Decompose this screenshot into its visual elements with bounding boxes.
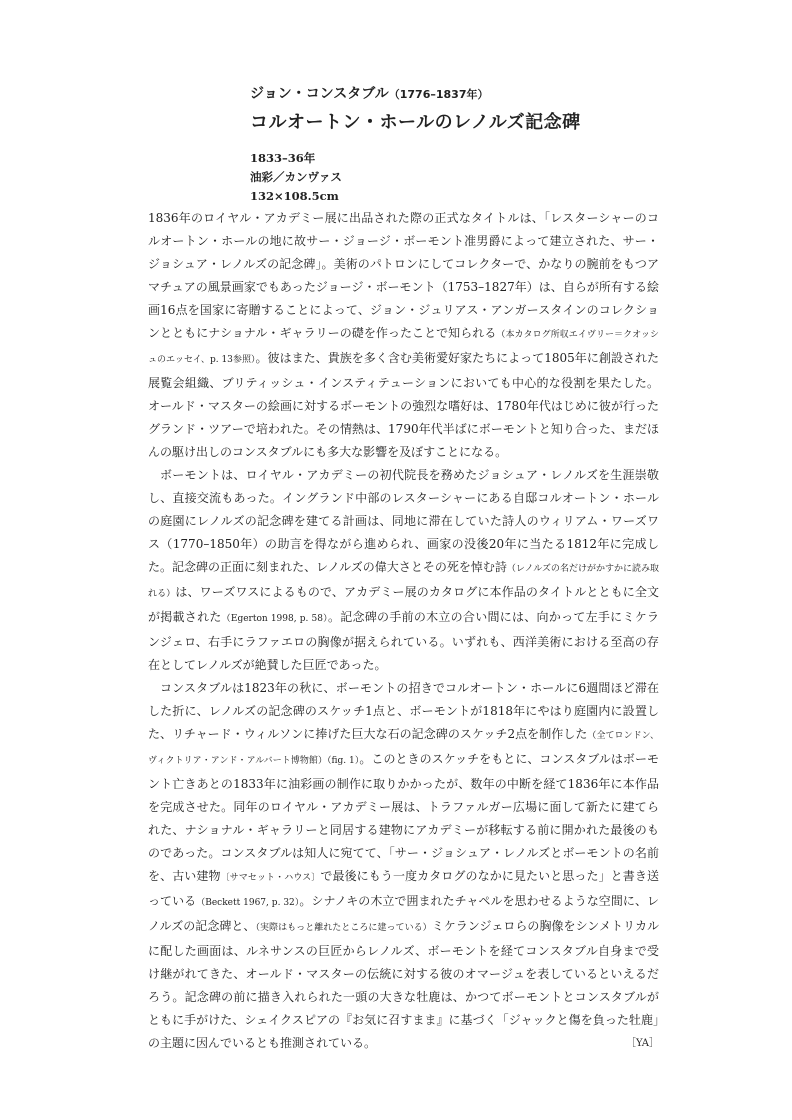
paragraph-2 <box>148 464 659 677</box>
paragraph-1-note: （本カタログ所収エイヴリー＝クオッシュのエッセイ、p. 13参照） <box>148 330 659 365</box>
paragraph-1-text-a: 1836年のロイヤル・アカデミー展に出品された際の正式なタイトルは、「レスターシャーのコルオートン・ホールの地に故サー・ジョージ・ボーモント准男爵によって建立された、サー・ジョシュア・レノルズの記念碑」。美術のパトロンにしてコレクターで、かなりの腕前をもつアマチュアの風景画家でもあったジョージ・ボーモント（1753–1827年）は、自らが所有する絵画16点を国家に寄贈することによって、ジョン・ジュリアス・アンガースタインのコレクションとともにナショナル・ギャラリーの礎を作ったことで知られる <box>148 211 659 340</box>
artwork-title: コルオートン・ホールのレノルズ記念碑 <box>250 112 581 133</box>
artwork-medium: 油彩／カンヴァス <box>250 170 342 184</box>
figure-reference: （fig. 1） <box>326 756 360 766</box>
paragraph-2-citation: （Egerton 1998, p. 58） <box>221 614 328 624</box>
paragraph-3-note-3: （実際はもっと離れたところに建っている） <box>255 923 432 933</box>
paragraph-3 <box>148 677 659 1055</box>
artwork-date: 1833–36年 <box>250 151 316 165</box>
paragraph-2-note: （レノルズの名だけがかすかに読み取れる） <box>148 564 660 599</box>
artwork-metadata <box>250 149 710 206</box>
paragraph-2-text-c: 。記念碑の手前の木立の合い間には、向かって左手にミケランジェロ、右手にラファエロの胸像が据えられている。いずれも、西洋美術における至高の存在としてレノルズが絶賛した巨匠であった。 <box>148 610 659 672</box>
catalog-essay <box>148 207 659 1055</box>
paragraph-3-text-d: 。シナノキの木立で囲まれたチャペルを思わせるような空間に、レノルズの記念碑と、 <box>148 894 659 933</box>
paragraph-2-text-b: は、ワーズワスによるもので、アカデミー展のカタログに本作品のタイトルとともに全文が掲載された <box>148 585 659 624</box>
artist-years: （1776–1837年） <box>388 88 489 101</box>
paragraph-3-note-2: 〔サマセット・ハウス〕 <box>220 873 321 883</box>
author-initials: ［YA］ <box>625 1038 659 1049</box>
paragraph-3-citation: （Beckett 1967, p. 32） <box>196 898 300 908</box>
paragraph-3-text-c: で最後にもう一度カタログのなかに見たいと思った」と書き送っている <box>148 869 659 908</box>
paragraph-2-text-a: ボーモントは、ロイヤル・アカデミーの初代院長を務めたジョシュア・レノルズを生涯崇敬し、直接交流もあった。イングランド中部のレスターシャーにある自邸コルオートン・ホールの庭園にレノルズの記念碑を建てる計画は、同地に滞在していた詩人のウィリアム・ワーズワス（1770–1850年）の助言を得ながら進められ、画家の没後20年に当たる1812年に完成した。記念碑の正面に刻まれた、レノルズの偉大さとその死を悼む詩 <box>148 468 659 574</box>
entry-header <box>250 84 710 206</box>
paragraph-3-text-b: 。このときのスケッチをもとに、コンスタブルはボーモント亡きあとの1833年に油彩画の制作に取りかかったが、数年の中断を経て1836年に本作品を完成させた。同年のロイヤル・アカデミー展は、トラファルガー広場に面して新たに建てられた、ナショナル・ギャラリーと同居する建物にアカデミーが移転する前に開かれた最後のものであった。コンスタブルは知人に宛てて、「サー・ジョシュア・レノルズとボーモントの名前を、古い建物 <box>148 752 659 883</box>
paragraph-3-text-e: ミケランジェロらの胸像をシンメトリカルに配した画面は、ルネサンスの巨匠からレノルズ、ボーモントを経てコンスタブル自身まで受け継がれてきた、オールド・マスターの伝統に対する彼のオマージュを表しているといえるだろう。記念碑の前に描き入れられた一頭の大きな牡鹿は、かつてボーモントとコンスタブルがともに手がけた、シェイクスピアの『お気に召すまま』に基づく「ジャックと傷を負った牡鹿」の主題に因んでいるとも推測されている。 <box>148 919 659 1050</box>
paragraph-1-text-b: 。彼はまた、貴族を多く含む美術愛好家たちによって1805年に創設された展覧会組織、ブリティッシュ・インスティテューションにおいても中心的な役割を果たした。オールド・マスターの絵画に対するボーモントの強烈な嗜好は、1780年代はじめに彼が行ったグランド・ツアーで培われた。その情熱は、1790年代半ばにボーモントと知り合った、まだほんの駆け出しのコンスタブルにも多大な影響を及ぼすことになる。 <box>148 351 659 459</box>
artwork-dimensions: 132×108.5cm <box>250 189 339 203</box>
paragraph-1 <box>148 207 659 464</box>
paragraph-3-text-a: コンスタブルは1823年の秋に、ボーモントの招きでコルオートン・ホールに6週間ほど滞在した折に、レノルズの記念碑のスケッチ1点と、ボーモントが1818年にやはり庭園内に設置した、リチャード・ウィルソンに捧げた巨大な石の記念碑のスケッチ2点を制作した <box>148 681 659 741</box>
artist-name: ジョン・コンスタブル <box>250 86 389 102</box>
artist-line <box>250 84 710 105</box>
paragraph-3-note-1: （全てロンドン、ヴィクトリア・アンド・アルバート博物館） <box>148 731 660 766</box>
